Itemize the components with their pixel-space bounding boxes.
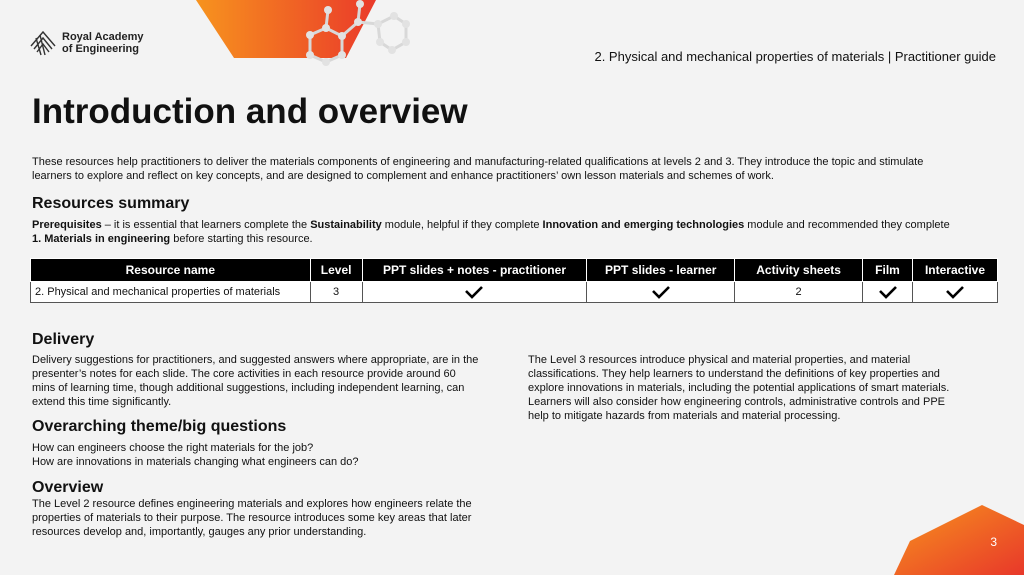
theme-questions — [32, 441, 512, 469]
overview-text: The Level 2 resource defines engineering materials and explores how engineers relate the properties of materials to their purpose. The resource introduces some key areas that later resources develop and, importantly, gauges any prior understanding. — [32, 498, 472, 538]
prereq-text-4: before starting this resource. — [170, 233, 313, 245]
document-title: 2. Physical and mechanical properties of materials | Practitioner guide — [594, 49, 996, 64]
theme-question-1: How can engineers choose the right materials for the job? — [32, 442, 314, 454]
header-resource-name: Resource name — [31, 259, 311, 282]
intro-text: These resources help practitioners to deliver the materials components of engineering and manufacturing-related qualifications at levels 2 and 3. They introduce the topic and stimulate learners to explore and reflect on key concepts, and are designed to complement and enhance practitioners’ own lesson materials and schemes of work. — [32, 156, 924, 182]
rae-logo — [28, 28, 144, 58]
level3-text: The Level 3 resources introduce physical and material properties, and material classifications. They help learners to understand the definitions of key properties and explore innovations in materials, including the potential applications of smart materials. Learners will also consider how engineering controls, administrative controls and PPE help to mitigate hazards from materials and material processing. — [528, 354, 950, 422]
header-level: Level — [310, 259, 362, 282]
resources-summary-heading: Resources summary — [32, 195, 190, 212]
check-icon — [651, 285, 671, 299]
header-activity-sheets: Activity sheets — [735, 259, 863, 282]
header-ppt-practitioner: PPT slides + notes - practitioner — [362, 259, 587, 282]
page-title: Introduction and overview — [32, 92, 468, 131]
theme-question-2: How are innovations in materials changing what engineers can do? — [32, 456, 359, 468]
check-icon — [464, 285, 484, 299]
cell-film — [863, 282, 913, 303]
logo-line-1: Royal Academy — [62, 31, 144, 43]
prereq-label: Prerequisites — [32, 219, 102, 231]
prerequisites-text — [32, 218, 992, 246]
header-interactive: Interactive — [912, 259, 997, 282]
cell-ppt-learner — [587, 282, 735, 303]
table-header-row — [31, 259, 998, 282]
check-icon — [945, 285, 965, 299]
delivery-heading: Delivery — [32, 331, 95, 348]
cell-ppt-practitioner — [362, 282, 587, 303]
molecule-graphic — [298, 0, 418, 80]
prereq-module-1: Sustainability — [310, 219, 382, 231]
prereq-module-3: 1. Materials in engineering — [32, 233, 171, 245]
prereq-text-1: – it is essential that learners complete the — [101, 219, 311, 231]
theme-heading: Overarching theme/big questions — [32, 418, 287, 435]
resources-table — [30, 258, 998, 303]
cell-interactive — [912, 282, 997, 303]
cell-activity-sheets: 2 — [735, 282, 863, 303]
header-ppt-learner: PPT slides - learner — [587, 259, 735, 282]
check-icon — [878, 285, 898, 299]
page-number: 3 — [990, 535, 997, 549]
cell-level: 3 — [310, 282, 362, 303]
overview-heading: Overview — [32, 479, 104, 496]
prereq-text-2: module, helpful if they complete — [381, 219, 543, 231]
orange-corner-shape — [894, 505, 1024, 575]
logo-line-2: of Engineering — [62, 43, 139, 55]
prereq-text-3: module and recommended they complete — [744, 219, 950, 231]
cell-resource-name: 2. Physical and mechanical properties of materials — [31, 282, 311, 303]
prereq-module-2: Innovation and emerging technologies — [542, 219, 745, 231]
table-row — [31, 282, 998, 303]
delivery-text: Delivery suggestions for practitioners, and suggested answers where appropriate, are in the presenter’s notes for each slide. The core activities in each resource provide around 60 mins of learning time, though additional suggestions, including independent learning, can extend this time significantly. — [32, 354, 479, 408]
rae-logo-icon — [28, 28, 58, 58]
header-film: Film — [863, 259, 913, 282]
